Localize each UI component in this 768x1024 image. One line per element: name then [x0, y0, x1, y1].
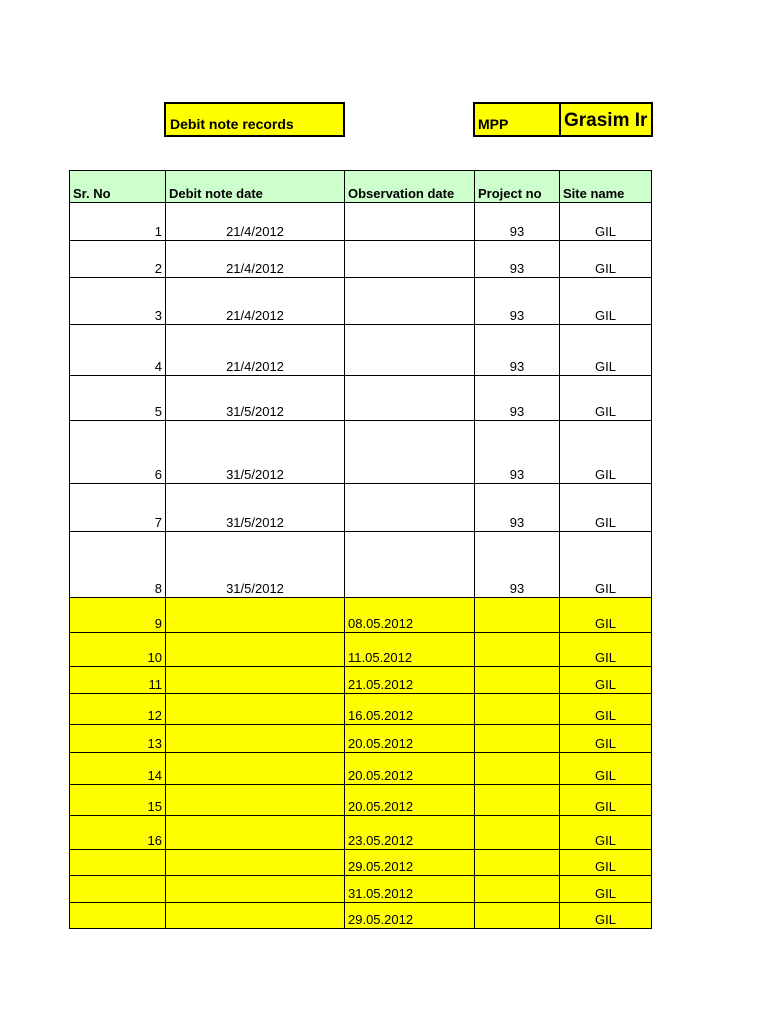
cell-sr-no[interactable]: 5 [70, 376, 166, 421]
cell-observation-date[interactable]: 21.05.2012 [345, 667, 475, 694]
cell-debit-note-date[interactable] [166, 816, 345, 850]
table-row [70, 785, 652, 816]
cell-site-name[interactable]: GIL [560, 667, 652, 694]
cell-sr-no[interactable] [70, 903, 166, 929]
mpp-label-cell[interactable] [473, 102, 561, 137]
table-row [70, 203, 652, 241]
cell-observation-date[interactable]: 20.05.2012 [345, 785, 475, 816]
cell-observation-date[interactable] [345, 376, 475, 421]
cell-project-no[interactable]: 93 [475, 278, 560, 325]
table-row [70, 876, 652, 903]
cell-debit-note-date[interactable] [166, 785, 345, 816]
cell-observation-date[interactable]: 31.05.2012 [345, 876, 475, 903]
cell-observation-date[interactable] [345, 532, 475, 598]
cell-debit-note-date[interactable] [166, 753, 345, 785]
cell-debit-note-date[interactable]: 31/5/2012 [166, 484, 345, 532]
cell-observation-date[interactable]: 08.05.2012 [345, 598, 475, 633]
cell-site-name[interactable]: GIL [560, 903, 652, 929]
cell-debit-note-date[interactable] [166, 633, 345, 667]
column-header-sr-no[interactable]: Sr. No [70, 171, 166, 203]
cell-observation-date[interactable] [345, 203, 475, 241]
cell-debit-note-date[interactable] [166, 903, 345, 929]
cell-debit-note-date[interactable]: 31/5/2012 [166, 421, 345, 484]
cell-site-name[interactable]: GIL [560, 753, 652, 785]
cell-observation-date[interactable]: 20.05.2012 [345, 725, 475, 753]
cell-sr-no[interactable] [70, 850, 166, 876]
cell-debit-note-date[interactable]: 21/4/2012 [166, 203, 345, 241]
cell-debit-note-date[interactable] [166, 876, 345, 903]
sheet-title-cell[interactable] [164, 102, 345, 137]
table-row [70, 376, 652, 421]
cell-sr-no[interactable]: 12 [70, 694, 166, 725]
table-row [70, 484, 652, 532]
table-row [70, 633, 652, 667]
cell-site-name[interactable]: GIL [560, 785, 652, 816]
company-name: Grasim Ir [564, 110, 648, 131]
cell-project-no[interactable]: 93 [475, 376, 560, 421]
table-row [70, 694, 652, 725]
cell-project-no[interactable] [475, 598, 560, 633]
table-header-row [70, 171, 652, 203]
cell-sr-no[interactable]: 7 [70, 484, 166, 532]
cell-debit-note-date[interactable] [166, 598, 345, 633]
cell-observation-date[interactable] [345, 484, 475, 532]
cell-debit-note-date[interactable]: 21/4/2012 [166, 241, 345, 278]
cell-site-name[interactable]: GIL [560, 241, 652, 278]
table-row [70, 725, 652, 753]
cell-site-name[interactable]: GIL [560, 725, 652, 753]
cell-site-name[interactable]: GIL [560, 694, 652, 725]
cell-debit-note-date[interactable] [166, 694, 345, 725]
cell-project-no[interactable] [475, 753, 560, 785]
cell-sr-no[interactable]: 11 [70, 667, 166, 694]
table-row [70, 816, 652, 850]
table-row [70, 532, 652, 598]
table-row [70, 325, 652, 376]
cell-site-name[interactable]: GIL [560, 633, 652, 667]
cell-debit-note-date[interactable] [166, 850, 345, 876]
cell-project-no[interactable] [475, 694, 560, 725]
debit-note-table [69, 170, 652, 929]
table-row [70, 421, 652, 484]
cell-project-no[interactable] [475, 816, 560, 850]
table-row [70, 241, 652, 278]
cell-project-no[interactable] [475, 725, 560, 753]
cell-site-name[interactable]: GIL [560, 278, 652, 325]
table-row [70, 667, 652, 694]
cell-site-name[interactable]: GIL [560, 532, 652, 598]
cell-sr-no[interactable]: 6 [70, 421, 166, 484]
cell-site-name[interactable]: GIL [560, 203, 652, 241]
cell-debit-note-date[interactable]: 21/4/2012 [166, 278, 345, 325]
cell-sr-no[interactable]: 10 [70, 633, 166, 667]
cell-sr-no[interactable]: 14 [70, 753, 166, 785]
table-row [70, 850, 652, 876]
sheet-title: Debit note records [170, 116, 294, 132]
cell-site-name[interactable]: GIL [560, 816, 652, 850]
cell-project-no[interactable]: 93 [475, 484, 560, 532]
cell-site-name[interactable]: GIL [560, 421, 652, 484]
table-row [70, 278, 652, 325]
table-body [70, 203, 652, 929]
mpp-label: MPP [478, 116, 509, 132]
cell-project-no[interactable] [475, 633, 560, 667]
cell-debit-note-date[interactable] [166, 667, 345, 694]
column-header-site-name[interactable]: Site name [560, 171, 652, 203]
cell-sr-no[interactable]: 9 [70, 598, 166, 633]
cell-site-name[interactable]: GIL [560, 598, 652, 633]
cell-debit-note-date[interactable]: 31/5/2012 [166, 376, 345, 421]
cell-project-no[interactable]: 93 [475, 241, 560, 278]
cell-project-no[interactable] [475, 667, 560, 694]
company-name-cell[interactable] [559, 102, 653, 137]
cell-project-no[interactable] [475, 903, 560, 929]
cell-project-no[interactable]: 93 [475, 203, 560, 241]
cell-sr-no[interactable]: 16 [70, 816, 166, 850]
cell-sr-no[interactable]: 3 [70, 278, 166, 325]
cell-project-no[interactable] [475, 850, 560, 876]
cell-observation-date[interactable]: 16.05.2012 [345, 694, 475, 725]
cell-project-no[interactable] [475, 876, 560, 903]
cell-observation-date[interactable]: 11.05.2012 [345, 633, 475, 667]
cell-site-name[interactable]: GIL [560, 850, 652, 876]
cell-sr-no[interactable] [70, 876, 166, 903]
cell-sr-no[interactable]: 13 [70, 725, 166, 753]
column-header-project-no[interactable]: Project no [475, 171, 560, 203]
table-row [70, 753, 652, 785]
table-row [70, 598, 652, 633]
cell-debit-note-date[interactable] [166, 725, 345, 753]
cell-debit-note-date[interactable]: 31/5/2012 [166, 532, 345, 598]
cell-sr-no[interactable]: 2 [70, 241, 166, 278]
cell-observation-date[interactable] [345, 241, 475, 278]
cell-project-no[interactable]: 93 [475, 325, 560, 376]
cell-site-name[interactable]: GIL [560, 376, 652, 421]
cell-observation-date[interactable] [345, 421, 475, 484]
cell-observation-date[interactable]: 29.05.2012 [345, 850, 475, 876]
cell-observation-date[interactable] [345, 325, 475, 376]
table-row [70, 903, 652, 929]
cell-observation-date[interactable] [345, 278, 475, 325]
cell-sr-no[interactable]: 4 [70, 325, 166, 376]
cell-project-no[interactable] [475, 785, 560, 816]
column-header-observation-date[interactable]: Observation date [345, 171, 475, 203]
cell-sr-no[interactable]: 1 [70, 203, 166, 241]
cell-sr-no[interactable]: 8 [70, 532, 166, 598]
cell-project-no[interactable]: 93 [475, 421, 560, 484]
cell-site-name[interactable]: GIL [560, 484, 652, 532]
cell-project-no[interactable]: 93 [475, 532, 560, 598]
cell-observation-date[interactable]: 23.05.2012 [345, 816, 475, 850]
column-header-debit-note-date[interactable]: Debit note date [166, 171, 345, 203]
cell-site-name[interactable]: GIL [560, 325, 652, 376]
cell-site-name[interactable]: GIL [560, 876, 652, 903]
cell-sr-no[interactable]: 15 [70, 785, 166, 816]
cell-observation-date[interactable]: 29.05.2012 [345, 903, 475, 929]
cell-debit-note-date[interactable]: 21/4/2012 [166, 325, 345, 376]
cell-observation-date[interactable]: 20.05.2012 [345, 753, 475, 785]
